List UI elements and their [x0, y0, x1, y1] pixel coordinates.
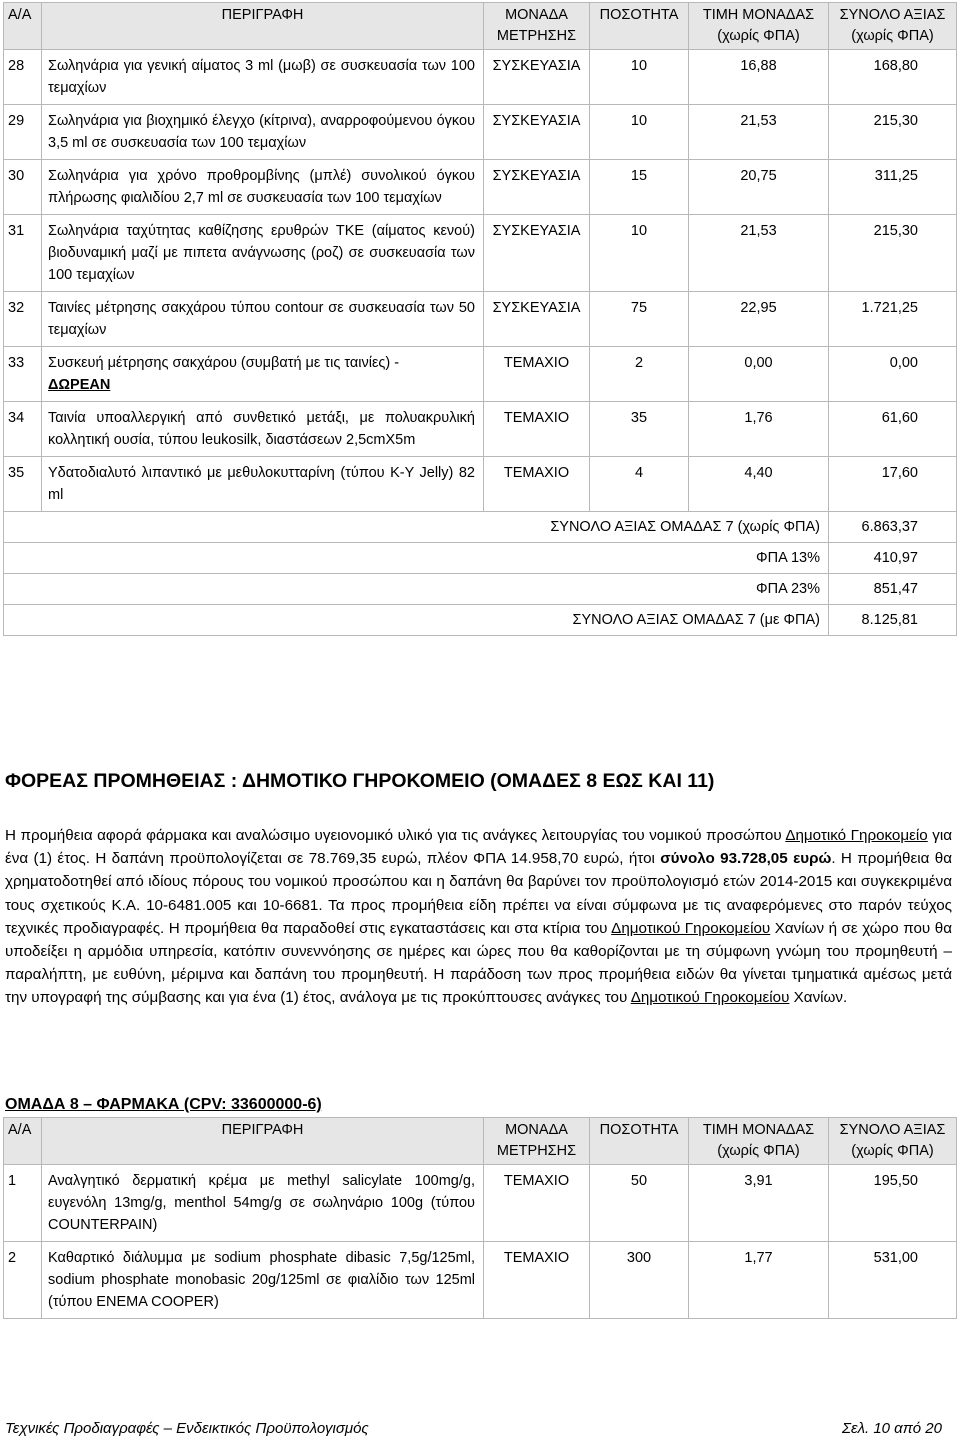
row-number: 2	[4, 1242, 42, 1319]
row-quantity: 10	[590, 105, 689, 160]
row-total: 61,60	[829, 402, 957, 457]
row-total: 195,50	[829, 1165, 957, 1242]
header-description: ΠΕΡΙΓΡΑΦΗ	[42, 1118, 484, 1165]
row-description: Σωληνάρια για χρόνο προθρομβίνης (μπλέ) συνολικού όγκου πλήρωσης φιαλιδίου 2,7 ml σε συσκευασία των 100 τεμαχίων	[42, 160, 484, 215]
header-aa: Α/Α	[4, 1118, 42, 1165]
row-total: 168,80	[829, 50, 957, 105]
row-description: Καθαρτικό διάλυμμα με sodium phosphate dibasic 7,5g/125ml, sodium phosphate monobasic 20g/125ml σε φιαλίδιο των 125ml (τύπου ENEMA COOPER)	[42, 1242, 484, 1319]
row-total: 17,60	[829, 457, 957, 512]
linked-text: Δημοτικό Γηροκομείο	[785, 827, 928, 844]
table-row	[4, 457, 957, 512]
row-total: 0,00	[829, 347, 957, 402]
footer-title: Τεχνικές Προδιαγραφές – Ενδεικτικός Προϋπολογισμός	[5, 1420, 369, 1437]
linked-text: Δημοτικού Γηροκομείου	[630, 989, 790, 1007]
row-unit-price: 3,91	[689, 1165, 829, 1242]
row-unit-price: 1,77	[689, 1242, 829, 1319]
row-description: Υδατοδιαλυτό λιπαντικό με μεθυλοκυτταρίνη (τύπου K-Y Jelly) 82 ml	[42, 457, 484, 512]
table-row	[4, 1242, 957, 1319]
row-description: Σωληνάρια για γενική αίματος 3 ml (μωβ) σε συσκευασία των 100 τεμαχίων	[42, 50, 484, 105]
row-quantity: 50	[590, 1165, 689, 1242]
row-quantity: 10	[590, 50, 689, 105]
table-row	[4, 347, 957, 402]
row-number: 28	[4, 50, 42, 105]
row-total: 215,30	[829, 215, 957, 292]
row-number: 34	[4, 402, 42, 457]
linked-text: Δημοτικού Γηροκομείου	[611, 919, 771, 937]
table-row	[4, 215, 957, 292]
summary-row-vat23	[4, 574, 957, 605]
group8-title: ΟΜΑΔΑ 8 – ΦΑΡΜΑΚΑ (CPV: 33600000-6)	[5, 1096, 322, 1113]
total-amount: σύνολο 93.728,05 ευρώ	[660, 850, 832, 868]
header-description: ΠΕΡΙΓΡΑΦΗ	[42, 3, 484, 50]
procurement-paragraph: Η προμήθεια αφορά φάρμακα και αναλώσιμο υγειονομικό υλικό για τις ανάγκες λειτουργίας του νομικού προσώπου Δημοτικό Γηροκομείο για ένα (1) έτος. Η δαπάνη προϋπολογίζεται σε 78.769,35 ευρώ, πλέον ΦΠΑ 14.958,70 ευρώ, ήτοι σύνολο 93.728,05 ευρώ. Η προμήθεια θα χρηματοδοτηθεί από ιδίους πόρους του νομικού προσώπου και η δαπάνη θα βαρύνει τον προϋπολογισμό ετών 2014-2015 και συγκεκριμένα τους σχετικούς Κ.Α. 10-6481.005 και 10-6681. Τα προς προμήθεια είδη πρέπει να είναι σύμφωνα με τις αναφερόμενες στο παρόν τεύχος τεχνικές προδιαγραφές. Η προμήθεια θα παραδοθεί στις εγκαταστάσεις και στα κτίρια του Δημοτικού Γηροκομείου Χανίων ή σε χώρο που θα υποδείξει η αρμόδια υπηρεσία, κατόπιν συνεννόησης σε ημέρες και ώρες που θα καθορίζονται με τη σύμφωνη γνώμη του προμηθευτή – παραλήπτη, με ευθύνη, μέριμνα και δαπάνη του προμηθευτή. Η παράδοση των προς προμήθεια ειδών θα γίνεται τμηματικά αμέσως μετά την υπογραφή της σύμβασης και για ένα (1) έτος, ανάλογα με τις προκύπτουσες ανάγκες του Δημοτικού Γηροκομείου Χανίων.	[5, 827, 952, 1007]
row-quantity: 2	[590, 347, 689, 402]
table-row	[4, 402, 957, 457]
header-unit: ΜΟΝΑΔΑ ΜΕΤΡΗΣΗΣ	[484, 1118, 590, 1165]
row-number: 33	[4, 347, 42, 402]
header-total: ΣΥΝΟΛΟ ΑΞΙΑΣ (χωρίς ΦΠΑ)	[829, 3, 957, 50]
row-quantity: 15	[590, 160, 689, 215]
row-unit-price: 1,76	[689, 402, 829, 457]
free-of-charge-label: ΔΩΡΕΑΝ	[48, 377, 111, 393]
row-unit: ΤΕΜΑΧΙΟ	[484, 1242, 590, 1319]
row-unit: ΤΕΜΑΧΙΟ	[484, 457, 590, 512]
header-unit-price: ΤΙΜΗ ΜΟΝΑΔΑΣ (χωρίς ΦΠΑ)	[689, 3, 829, 50]
header-unit-price: ΤΙΜΗ ΜΟΝΑΔΑΣ (χωρίς ΦΠΑ)	[689, 1118, 829, 1165]
group8-table	[3, 1117, 957, 1319]
row-unit-price: 21,53	[689, 105, 829, 160]
row-total: 215,30	[829, 105, 957, 160]
section-heading: ΦΟΡΕΑΣ ΠΡΟΜΗΘΕΙΑΣ : ΔΗΜΟΤΙΚΟ ΓΗΡΟΚΟΜΕΙΟ (ΟΜΑΔΕΣ 8 ΕΩΣ ΚΑΙ 11)	[5, 770, 715, 792]
row-total: 311,25	[829, 160, 957, 215]
row-description: Αναλγητικό δερματική κρέμα με methyl salicylate 100mg/g, ευγενόλη 13mg/g, menthol 54mg/g σε σωληνάριο 100g (τύπου COUNTERPAIN)	[42, 1165, 484, 1242]
summary-label: ΦΠΑ 23%	[4, 574, 829, 605]
summary-value: 851,47	[829, 574, 957, 605]
summary-label: ΦΠΑ 13%	[4, 543, 829, 574]
row-number: 31	[4, 215, 42, 292]
header-unit: ΜΟΝΑΔΑ ΜΕΤΡΗΣΗΣ	[484, 3, 590, 50]
row-description: Σωληνάρια για βιοχημικό έλεγχο (κίτρινα), αναρροφούμενου όγκου 3,5 ml σε συσκευασία των 100 τεμαχίων	[42, 105, 484, 160]
table-row	[4, 292, 957, 347]
summary-label: ΣΥΝΟΛΟ ΑΞΙΑΣ ΟΜΑΔΑΣ 7 (με ΦΠΑ)	[4, 605, 829, 636]
row-unit: ΣΥΣΚΕΥΑΣΙΑ	[484, 215, 590, 292]
table-row	[4, 1165, 957, 1242]
row-number: 1	[4, 1165, 42, 1242]
row-quantity: 35	[590, 402, 689, 457]
row-description: Συσκευή μέτρησης σακχάρου (συμβατή με τις ταινίες) - ΔΩΡΕΑΝ	[42, 347, 484, 402]
summary-value: 6.863,37	[829, 512, 957, 543]
row-quantity: 10	[590, 215, 689, 292]
table-header-row	[4, 3, 957, 50]
header-aa: Α/Α	[4, 3, 42, 50]
row-unit: ΣΥΣΚΕΥΑΣΙΑ	[484, 105, 590, 160]
table-row	[4, 50, 957, 105]
row-quantity: 75	[590, 292, 689, 347]
row-unit-price: 22,95	[689, 292, 829, 347]
group7-table	[3, 2, 957, 636]
row-unit-price: 4,40	[689, 457, 829, 512]
row-unit: ΣΥΣΚΕΥΑΣΙΑ	[484, 292, 590, 347]
table-row	[4, 105, 957, 160]
summary-row-vat13	[4, 543, 957, 574]
row-number: 35	[4, 457, 42, 512]
row-unit-price: 0,00	[689, 347, 829, 402]
row-unit-price: 21,53	[689, 215, 829, 292]
row-description: Σωληνάρια ταχύτητας καθίζησης ερυθρών ΤΚΕ (αίματος κενού) βιοδυναμική μαζί με πιπετα ανάγνωσης (ροζ) σε συσκευασία των 100 τεμαχίων	[42, 215, 484, 292]
row-unit: ΤΕΜΑΧΙΟ	[484, 1165, 590, 1242]
row-unit: ΣΥΣΚΕΥΑΣΙΑ	[484, 160, 590, 215]
summary-value: 410,97	[829, 543, 957, 574]
row-description: Ταινία υποαλλεργική από συνθετικό μετάξι, με πολυακρυλική κολλητική ουσία, τύπου leukosilk, διαστάσεων 2,5cmX5m	[42, 402, 484, 457]
summary-row-gross	[4, 605, 957, 636]
row-total: 531,00	[829, 1242, 957, 1319]
page-footer	[5, 1420, 942, 1437]
table-header-row	[4, 1118, 957, 1165]
row-number: 29	[4, 105, 42, 160]
header-total: ΣΥΝΟΛΟ ΑΞΙΑΣ (χωρίς ΦΠΑ)	[829, 1118, 957, 1165]
page-number: Σελ. 10 από 20	[842, 1420, 942, 1437]
summary-value: 8.125,81	[829, 605, 957, 636]
row-quantity: 4	[590, 457, 689, 512]
row-unit: ΣΥΣΚΕΥΑΣΙΑ	[484, 50, 590, 105]
row-unit-price: 16,88	[689, 50, 829, 105]
row-description: Ταινίες μέτρησης σακχάρου τύπου contour σε συσκευασία των 50 τεμαχίων	[42, 292, 484, 347]
row-unit-price: 20,75	[689, 160, 829, 215]
row-unit: ΤΕΜΑΧΙΟ	[484, 402, 590, 457]
table-row	[4, 160, 957, 215]
row-number: 32	[4, 292, 42, 347]
row-unit: ΤΕΜΑΧΙΟ	[484, 347, 590, 402]
summary-label: ΣΥΝΟΛΟ ΑΞΙΑΣ ΟΜΑΔΑΣ 7 (χωρίς ΦΠΑ)	[4, 512, 829, 543]
row-total: 1.721,25	[829, 292, 957, 347]
row-quantity: 300	[590, 1242, 689, 1319]
header-quantity: ΠΟΣΟΤΗΤΑ	[590, 1118, 689, 1165]
summary-row-net	[4, 512, 957, 543]
header-quantity: ΠΟΣΟΤΗΤΑ	[590, 3, 689, 50]
row-number: 30	[4, 160, 42, 215]
